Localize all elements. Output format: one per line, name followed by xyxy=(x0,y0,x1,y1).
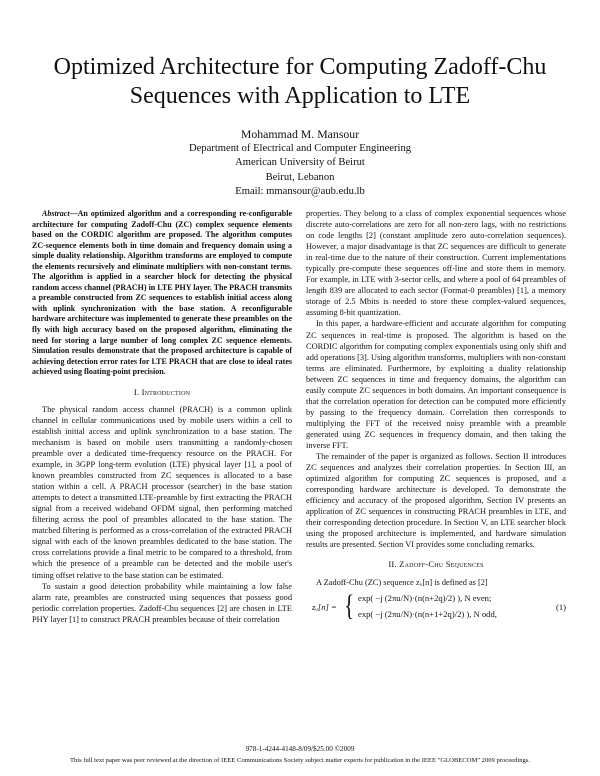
right-paragraph-1: properties. They belong to a class of complex exponential sequences whose discrete auto-correlations are zero for all non-zero lags, with no restrictions on code lengths [2] (constant amplitude zero auto-correlation sequences). However, a major disadvantage is that ZC sequences are difficult to generate in real-time due to the nature of their construction. Current implementations typically pre-compute these sequences off-line and store them in memory. For example, in LTE with 3-sector cells, and where a pool of 64 preambles of length 839 are allocated to each sector (Format-0 preambles) [1], a memory storage of 2.5 Mbits is needed to store these complex-valued sequences, assuming 8-bit quantization. xyxy=(306,209,566,318)
equation-brace: { xyxy=(344,588,355,622)
equation-case-even: exp( −j (2πu/N)·(n(n+2q)/2) ), N even; xyxy=(358,592,492,603)
author-name: Mohammad M. Mansour xyxy=(240,127,360,141)
affiliation-location: Beirut, Lebanon xyxy=(265,171,335,183)
paper-title xyxy=(30,53,570,111)
title-line-1: Optimized Architecture for Computing Zadoff-Chu xyxy=(53,54,547,80)
section-heading-introduction: I. Introduction xyxy=(133,386,191,397)
equation-number: (1) xyxy=(555,601,566,612)
zc-definition-text: A Zadoff-Chu (ZC) sequence zᵤ[n] is defined as [2] xyxy=(316,577,488,587)
affiliation-department: Department of Electrical and Computer Engineering xyxy=(188,143,412,155)
footer-copyright: 978-1-4244-4148-8/09/$25.00 ©2009 xyxy=(245,745,355,753)
abstract xyxy=(32,209,292,378)
author-block xyxy=(100,127,500,199)
right-paragraph-2: In this paper, a hardware-efficient and accurate algorithm for computing ZC sequences in real-time is proposed. The algorithm is based on the CORDIC algorithm for computing complex exponentials using only shift and add operations [3]. Using algorithm transforms, multipliers with non-constant terms are eliminated. Furthermore, by exploiting a duality relationship between ZC sequences in time and frequency domains, the algorithm can easily compute ZC sequences in both domains. An important consequence is that the correlation operation for detection can be computed more efficiently by passing to the frequency domain. Correlation then corresponds to multiplying the FFT of the received noisy preamble with a preamble generated using ZC sequences in frequency domain, and then taking the inverse FFT. xyxy=(306,319,566,450)
author-email: Email: mmansour@aub.edu.lb xyxy=(235,185,365,197)
section-heading-zadoff-chu: II. Zadoff-Chu Sequences xyxy=(388,559,484,570)
affiliation-university: American University of Beirut xyxy=(235,157,365,169)
equation-case-odd: exp( −j (2πu/N)·(n(n+1+2q)/2) ), N odd, xyxy=(358,608,497,619)
right-column xyxy=(306,208,566,626)
title-line-2: Sequences with Application to LTE xyxy=(129,83,471,109)
intro-paragraph-2: To sustain a good detection probability while maintaining a low false alarm rate, preambles are constructed using sequences that possess good periodic correlation properties. Zadoff-Chu sequences [2] are chosen in LTE PHY layer [1] to construct PRACH preambles because of their correlation xyxy=(32,581,292,624)
abstract-text: —An optimized algorithm and a corresponding re-configurable architecture for computing Zadoff-Chu (ZC) complex sequence elements based on the CORDIC algorithm are proposed. The algorithm computes ZC-sequence elements both in time domain and frequency domain using a simple duality relationship. Algorithm transforms are employed to compute the elements recursively and eliminate multipliers with non-constant terms. The algorithm is applied in a searcher block for detecting the physical random access channel (PRACH) in LTE PHY layer. The PRACH transmits a preamble constructed from ZC sequences to establish initial access along with uplink synchronization with the base station. A reconfigurable hardware architecture was implemented to generate these preambles on the fly with high accuracy based on the proposed algorithm, eliminating the need for storing a large number of long complex ZC sequence elements. Simulation results demonstrate that the proposed architecture is capable of achieving detection error rates for LTE PRACH that are close to ideal rates achieved using floating-point precision. xyxy=(32,209,292,377)
equation-1 xyxy=(306,588,566,624)
right-paragraph-3: The remainder of the paper is organized as follows. Section II introduces ZC sequences and analyzes their correlation properties. In Section III, an optimized algorithm for computing ZC sequences is proposed, and a corresponding hardware architecture is developed. To demonstrate the efficiency and accuracy of the proposed algorithm, Section IV presents an application of ZC sequences in constructing PRACH preambles in LTE, and their corresponding detection procedure. In Section V, an LTE searcher block using the proposed architecture is implemented, and hardware simulation results are presented. Section VI provides some concluding remarks. xyxy=(306,452,566,550)
footer-review-note: This full text paper was peer reviewed at the direction of IEEE Communications Society subject matter experts for publication in the IEEE "GLOBECOM" 2009 proceedings. xyxy=(69,757,531,764)
abstract-lead: Abstract xyxy=(42,209,70,218)
equation-lhs: zᵤ[n] = xyxy=(312,601,337,612)
intro-paragraph-1: The physical random access channel (PRACH) is a common uplink channel in cellular communications used by mobile users within a cell to establish initial access and uplink synchronization to a base station. The mechanism is based on mobile users transmitting a randomly-chosen preamble over a dedicated time-frequency resource on the PRACH. For example, in 3GPP long-term evolution (LTE) physical layer [1], a pool of known preambles constructed from ZC sequences is allocated to a base station within a cell. A PRACH processor (searcher) in the base station attempts to detect a transmitted LTE-preamble by first extracting the PRACH signal from a received wideband OFDM signal, then performing matched filtering across the pool of preambles allocated to the base station. The matched filtering is performed as a cross-correlation of the extracted PRACH signal with each of the known preambles dedicated to the base station. The cross correlations provide a final metric to be compared to a threshold, from which the presence of a preamble can be detected and the mobile user's timing offset relative to the base station can be estimated. xyxy=(32,404,292,580)
left-column xyxy=(32,209,292,625)
